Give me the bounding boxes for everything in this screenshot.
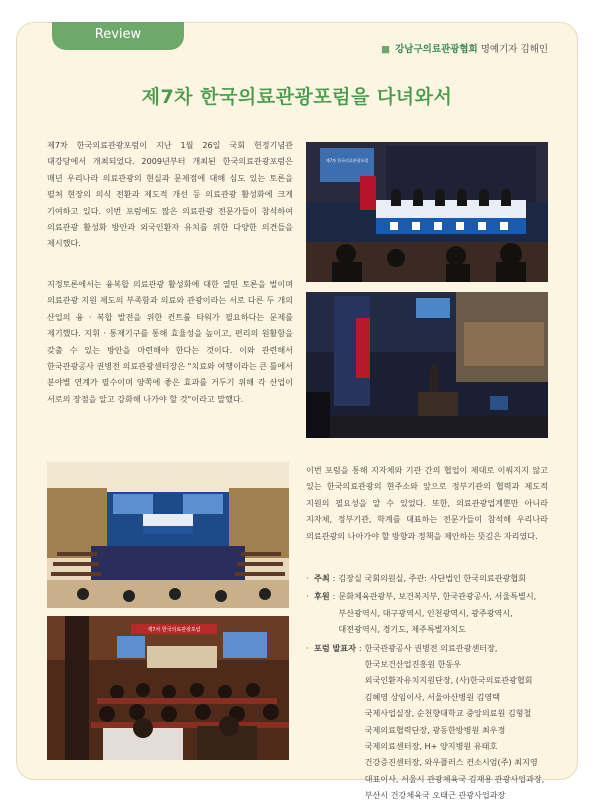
forum-panel-photo xyxy=(306,142,548,282)
info-host: · 주최 : 김장실 국회의원실, 주관: 사단법인 한국의료관광협회 xyxy=(306,570,548,586)
info-value: 문화체육관광부, 보건복지부, 한국관광공사, 서울특별시, 부산광역시, 대구광역시, 인천광역시, 광주광역시, 대전광역시, 경기도, 제주특별자치도 xyxy=(338,591,537,635)
screen-caption: 제7차 한국의료관광포럼 xyxy=(325,158,369,163)
screen-caption: 제7차 한국의료관광포럼 xyxy=(147,627,201,633)
info-value: 한국관광공사 권병전 의료관광센터장, 한국보건산업진흥원 한동우 외국인환자유치지원단장, (사)한국의료관광협회 김혜영 상임이사, 서울아산병원 김영택 국제사업실장, 순천향대학교 중앙의료원 김형철 국제의료협력단장, 광동한방병원 최우정 국제의료센터장, H+ 양지병원 유태호 건강증진센터장, 와우플러스 컨소시엄(주) 최지영 대표이사, 서울시 관광체육국 김재용 관광사업과장, 부산시 건강체육국 오태근 관광사업과장 xyxy=(364,642,545,801)
auditorium-overview-photo xyxy=(47,462,289,608)
article-paragraph-1: 제7차 한국의료관광포럼이 지난 1월 26일 국회 헌정기념관 대강당에서 개최되었다. 2009년부터 개최된 한국의료관광포럼은 매년 우리나라 의료관광의 현실과 문제점에 대해 심도 있는 토론을 펼쳐 현장의 의식 전환과 제도적 개선 등 의료관광 활성화에 크게 기여하고 있다. 이번 포럼에도 많은 의료관광 전문가들이 참석하여 의료관광 활성화 방안과 외국인환자 유치를 위한 다양한 의견들을 제시했다. xyxy=(47,140,293,249)
info-sponsor: · 후원 : 문화체육관광부, 보건복지부, 한국관광공사, 서울특별시, 부산광역시, 대구광역시, 인천광역시, 광주광역시, 대전광역시, 경기도, 제주특별자치도 xyxy=(306,588,548,637)
byline-author: 명예기자 김해인 xyxy=(480,44,548,55)
article-paragraph-3: 이번 포럼을 통해 지자체와 기관 간의 협업이 제대로 이뤄지지 않고 있는 한국의료관광의 현주소와 앞으로 정부기관의 협력과 제도적 지원의 필요성을 알 수 있었다. 또한, 의료관광업계뿐만 아니라 지자체, 정부기관, 학계를 대표하는 전문가들이 참석해 우리나라 의료관광의 나아가야 할 방향과 정책을 제안하는 뜻깊은 자리였다. xyxy=(306,465,548,541)
article-paragraph-2: 지정토론에서는 융복합 의료관광 활성화에 대한 열띤 토론을 벌이며 의료관광 지원 제도의 부족함과 의료와 관광이라는 서로 다른 두 개의 산업의 융 · 복합 발전을 위한 컨트롤 타워가 필요하다는 문제를 제기했다. 지휘 · 통제기구를 통해 효율성을 높이고, 편리의 원활함을 갖출 수 있는 방안을 마련해야 한다는 것이다. 이와 관련해서 한국관광공사 권병전 의료관광센터장은 "치료와 여행이라는 큰 틀에서 분야별 연계가 필수이며 양쪽에 좋은 효과를 거두기 위해 각 산업이 서로의 장점을 알고 강화해 나가야 할 것"이라고 말했다. xyxy=(47,279,293,404)
info-label: 포럼 발표자 xyxy=(314,642,356,653)
info-value: 김장실 국회의원실, 주관: 사단법인 한국의료관광협회 xyxy=(338,573,526,583)
byline xyxy=(381,41,548,55)
audience-stage-photo xyxy=(47,616,289,760)
info-label: 주최 xyxy=(314,573,330,583)
byline-bullet-icon: ■ xyxy=(381,44,391,55)
byline-organization: 강남구의료관광협회 xyxy=(395,44,478,55)
speaker-podium-photo xyxy=(306,292,548,438)
info-label: 후원 xyxy=(314,591,330,602)
page-title: 제7차 한국의료관광포럼을 다녀와서 xyxy=(141,86,453,108)
section-tab: Review xyxy=(52,22,184,50)
event-info-list xyxy=(306,570,548,806)
info-presenters: · 포럼 발표자 : 한국관광공사 권병전 의료관광센터장, 한국보건산업진흥원 한동우 외국인환자유치지원단장, (사)한국의료관광협회 김혜영 상임이사, 서울아산병원 김영택 국제사업실장, 순천향대학교 중앙의료원 김형철 국제의료협력단장, 광동한방병원 최우정 국제의료센터장, H+ 양지병원 유태호 건강증진센터장, 와우플러스 컨소시엄(주) 최지영 대표이사, 서울시 관광체육국 김재용 관광사업과장, 부산시 건강체육국 오태근 관광사업과장 xyxy=(306,640,548,804)
